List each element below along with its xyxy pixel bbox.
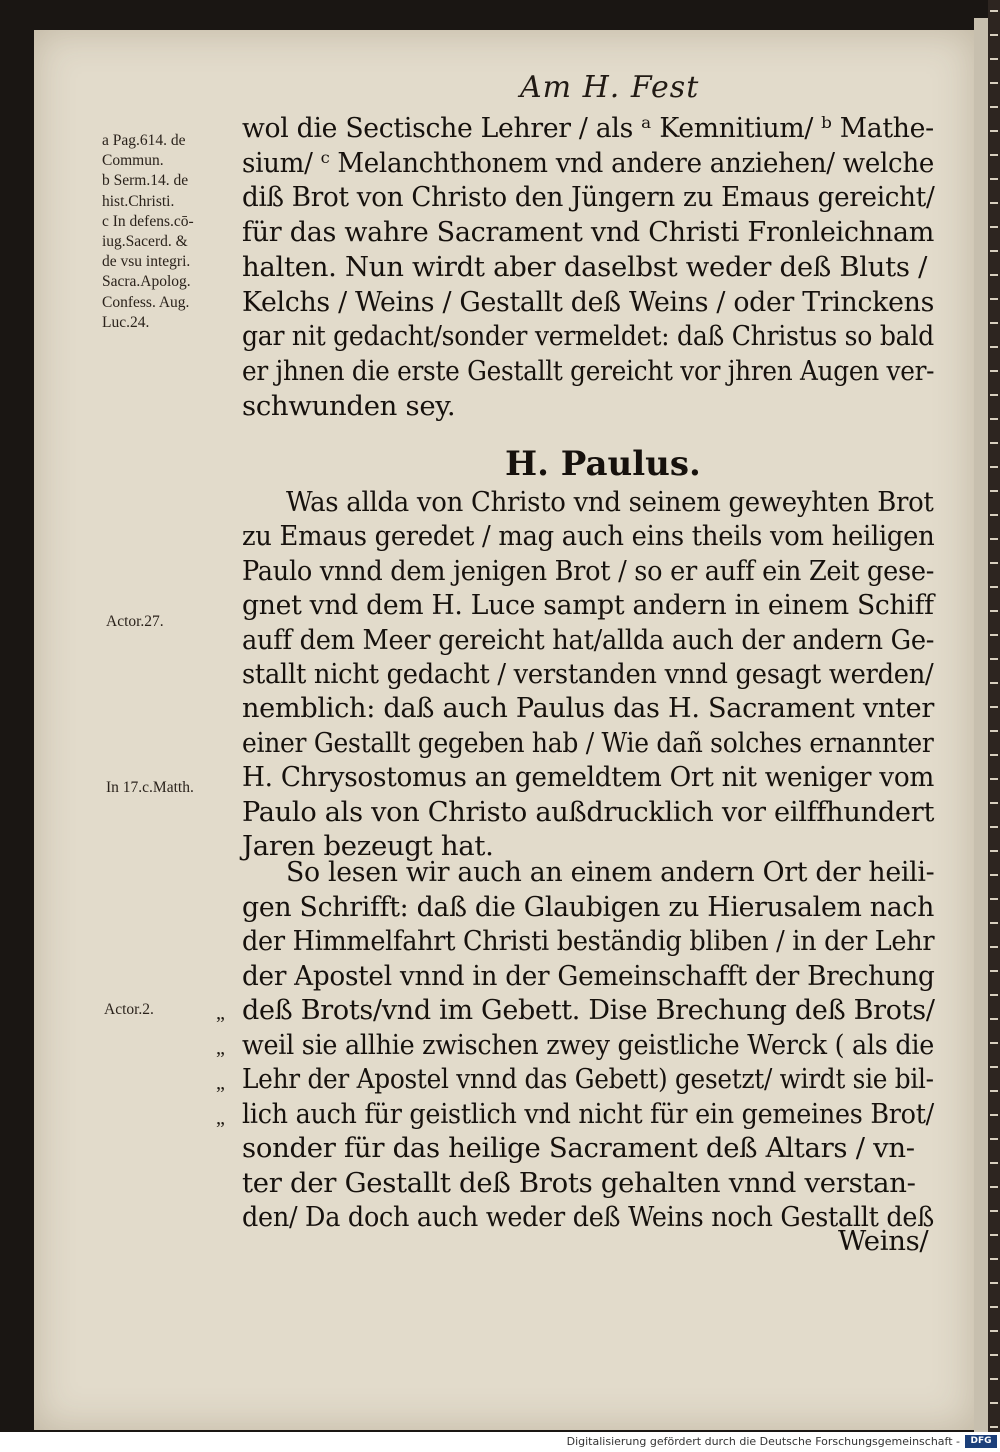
text-line: deß Brots/vnd im Gebett. Dise Brechung deß Brots/	[242, 994, 935, 1026]
quote-mark: „	[216, 1037, 225, 1059]
ruler-notch	[990, 538, 998, 540]
marginal-note-actor-2: Actor.2.	[104, 1001, 154, 1018]
ruler-notch	[990, 58, 998, 60]
text-line: diß Brot von Christo den Jüngern zu Emaus gereicht/	[242, 181, 935, 214]
ruler-notch	[990, 946, 998, 948]
ruler-notch	[990, 178, 998, 180]
ruler-notch	[990, 1114, 998, 1116]
ruler-notch	[990, 802, 998, 804]
text-line: Jaren bezeugt hat.	[242, 830, 494, 862]
text-line: stallt nicht gedacht / verstanden vnnd gesagt werden/	[242, 658, 934, 690]
ruler-notch	[990, 1042, 998, 1044]
ruler-notch	[990, 922, 998, 924]
ruler-notch	[990, 1234, 998, 1236]
ruler-notch	[990, 1018, 998, 1020]
footer-bar	[0, 1432, 1000, 1452]
ruler-notch	[990, 370, 998, 372]
ruler-notch	[990, 826, 998, 828]
text-line: einer Gestallt gegeben hab / Wie dañ solches ernannter	[242, 726, 934, 759]
page-edge	[974, 18, 988, 1432]
ruler-notch	[990, 1090, 998, 1092]
ruler-notch	[990, 490, 998, 492]
text-line: der Himmelfahrt Christi beständig bliben / in der Lehr	[242, 925, 935, 957]
ruler-notch	[990, 682, 998, 684]
text-line: Paulo als von Christo außdrucklich vor eilffhundert	[242, 795, 935, 828]
ruler-notch	[990, 34, 998, 36]
ruler-notch	[990, 1258, 998, 1260]
ruler-notch	[990, 394, 998, 396]
ruler-notch	[990, 106, 998, 108]
ruler-notch	[990, 1210, 998, 1212]
ruler-notch	[990, 346, 998, 348]
text-line: zu Emaus geredet / mag auch eins theils vom heiligen	[242, 520, 935, 553]
ruler-notch	[990, 1066, 998, 1068]
ruler-notch	[990, 466, 998, 468]
ruler-notch	[990, 730, 998, 732]
marginal-note-references: a Pag.614. de Commun. b Serm.14. de hist.Christi. c In defens.cō- iug.Sacerd. & de vsu integri. Sacra.Apolog. Confess. Aug. Luc.24.	[102, 132, 194, 331]
running-head: Am H. Fest	[520, 70, 700, 105]
text-line: So lesen wir auch an einem andern Ort der heili-	[286, 856, 935, 888]
ruler-notch	[990, 634, 998, 636]
ruler-notch	[990, 250, 998, 252]
ruler-notch	[990, 1138, 998, 1140]
quote-mark: „	[216, 1072, 225, 1094]
ruler-notch	[990, 1186, 998, 1188]
text-line: lich auch für geistlich vnd nicht für ein gemeines Brot/	[242, 1097, 934, 1130]
ruler-notch	[990, 850, 998, 852]
text-line: ter der Gestallt deß Brots gehalten vnnd verstan-	[242, 1166, 916, 1199]
text-line: nemblich: daß auch Paulus das H. Sacrament vnter	[242, 692, 935, 725]
text-line: halten. Nun wirdt aber daselbst weder deß Bluts /	[242, 250, 928, 283]
text-line: Paulo vnnd dem jenigen Brot / so er auff ein Zeit gese-	[242, 554, 935, 587]
ruler-notch	[990, 514, 998, 516]
text-line: der Apostel vnnd in der Gemeinschafft der Brechung	[242, 959, 935, 992]
text-line: Kelchs / Weins / Gestallt deß Weins / oder Trinckens	[242, 285, 935, 318]
ruler-notch	[990, 130, 998, 132]
marginal-note-actor-27: Actor.27.	[106, 613, 164, 630]
text-line: Lehr der Apostel vnnd das Gebett) gesetzt/ wirdt sie bil-	[242, 1063, 934, 1095]
ruler-notch	[990, 1354, 998, 1356]
text-line: weil sie allhie zwischen zwey geistliche Werck ( als die	[242, 1028, 935, 1061]
ruler-notch	[990, 274, 998, 276]
ruler-notch	[990, 994, 998, 996]
ruler-notch	[990, 1402, 998, 1404]
text-line: gnet vnd dem H. Luce sampt andern in einem Schiff	[242, 589, 934, 622]
ruler-notch	[990, 874, 998, 876]
scan-ruler	[988, 0, 1000, 1432]
ruler-notch	[990, 1330, 998, 1332]
section-heading: H. Paulus.	[505, 444, 701, 484]
ruler-notch	[990, 442, 998, 444]
ruler-notch	[990, 1162, 998, 1164]
ruler-notch	[990, 1282, 998, 1284]
ruler-notch	[990, 10, 998, 12]
ruler-notch	[990, 298, 998, 300]
ruler-notch	[990, 754, 998, 756]
quote-mark: „	[216, 1107, 225, 1129]
ruler-notch	[990, 418, 998, 420]
text-line: gar nit gedacht/sonder vermeldet: daß Christus so bald	[242, 320, 934, 353]
ruler-notch	[990, 1426, 998, 1428]
ruler-notch	[990, 970, 998, 972]
marginal-note-matth: In 17.c.Matth.	[106, 779, 194, 796]
ruler-notch	[990, 82, 998, 84]
text-line: sonder für das heilige Sacrament deß Altars / vn-	[242, 1132, 915, 1164]
ruler-notch	[990, 898, 998, 900]
ruler-notch	[990, 322, 998, 324]
text-line: wol die Sectische Lehrer / als ᵃ Kemnitium/ ᵇ Mathe-	[242, 112, 934, 144]
catchword: Weins/	[838, 1225, 929, 1257]
text-line: auff dem Meer gereicht hat/allda auch der andern Ge-	[242, 623, 935, 656]
ruler-notch	[990, 562, 998, 564]
ruler-notch	[990, 202, 998, 204]
ruler-notch	[990, 778, 998, 780]
ruler-notch	[990, 586, 998, 588]
text-line: schwunden sey.	[242, 389, 456, 422]
text-line: er jhnen die erste Gestallt gereicht vor jhren Augen ver-	[242, 354, 935, 387]
ruler-notch	[990, 658, 998, 660]
ruler-notch	[990, 154, 998, 156]
text-line: den/ Da doch auch weder deß Weins noch Gestallt deß	[242, 1201, 934, 1233]
ruler-notch	[990, 1378, 998, 1380]
quote-mark: „	[216, 1002, 225, 1024]
text-line: Was allda von Christo vnd seinem geweyhten Brot	[286, 486, 934, 518]
ruler-notch	[990, 226, 998, 228]
text-line: für das wahre Sacrament vnd Christi Fronleichnam	[242, 216, 935, 249]
text-line: gen Schrifft: daß die Glaubigen zu Hierusalem nach	[242, 890, 935, 923]
ruler-notch	[990, 706, 998, 708]
funding-notice: Digitalisierung gefördert durch die Deutsche Forschungsgemeinschaft -	[566, 1435, 960, 1448]
text-line: H. Chrysostomus an gemeldtem Ort nit weniger vom	[242, 761, 935, 794]
dfg-logo: DFG	[965, 1435, 997, 1448]
text-line: sium/ ᶜ Melanchthonem vnd andere anziehen/ welche	[242, 146, 934, 179]
ruler-notch	[990, 1306, 998, 1308]
ruler-notch	[990, 610, 998, 612]
